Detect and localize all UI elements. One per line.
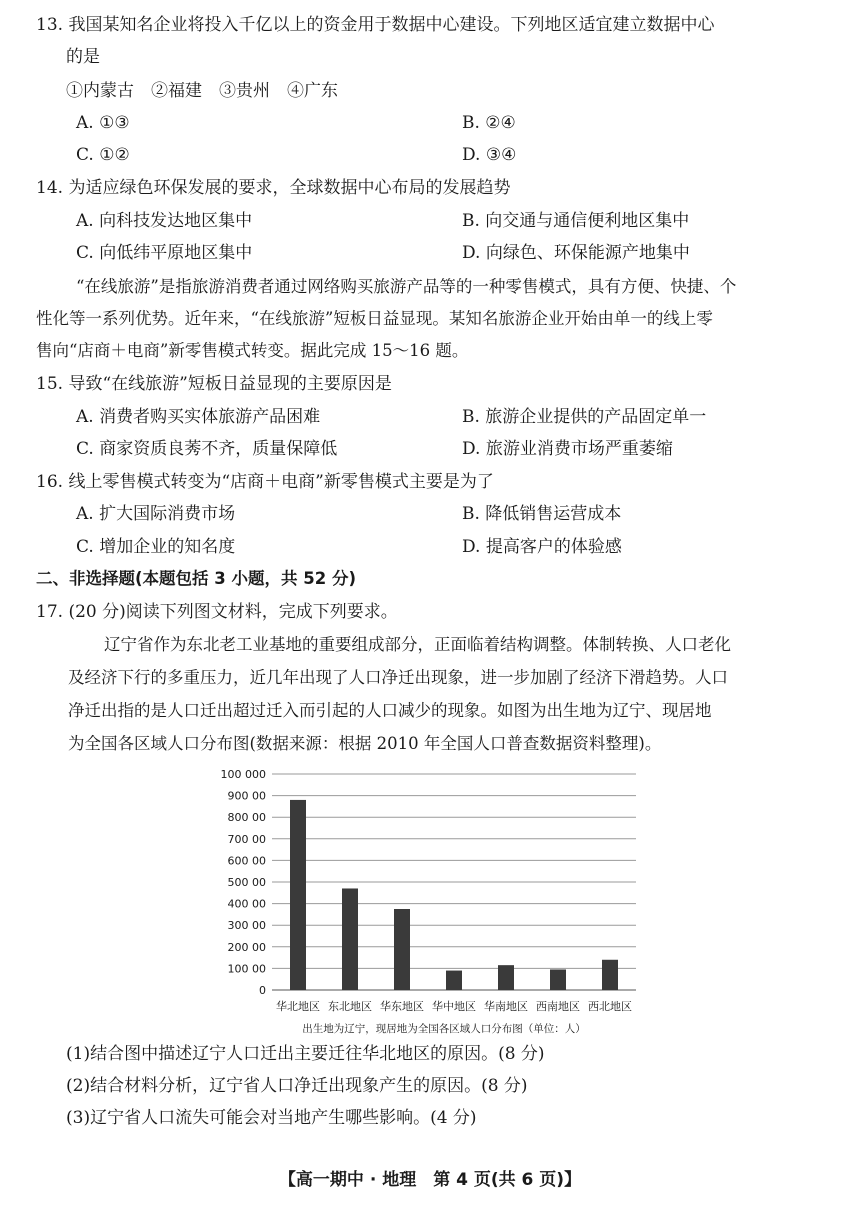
q16-option-c[interactable]: C. 增加企业的知名度	[76, 537, 236, 557]
q17-stem: 17. (20 分)阅读下列图文材料，完成下列要求。	[36, 602, 398, 622]
q17-para-line4: 为全国各区域人口分布图(数据来源：根据 2010 年全国人口普查数据资料整理)。	[68, 734, 662, 753]
chart-title: 出生地为辽宁，现居地为全国各区域人口分布图（单位：人）	[302, 1023, 586, 1035]
bar	[602, 960, 618, 990]
population-bar-chart	[210, 762, 650, 1042]
bar	[394, 909, 410, 990]
x-tick-label: 西南地区	[536, 1000, 580, 1013]
q17-sub3: (3)辽宁省人口流失可能会对当地产生哪些影响。(4 分)	[66, 1108, 477, 1128]
y-tick-label: 100 00	[227, 962, 266, 976]
y-tick-label: 500 00	[227, 876, 266, 889]
q14-option-d[interactable]: D. 向绿色、环保能源产地集中	[462, 243, 690, 263]
q16-option-b[interactable]: B. 降低销售运营成本	[462, 504, 622, 524]
x-tick-label: 华北地区	[276, 1000, 320, 1013]
q13-option-c[interactable]: C. ①②	[76, 145, 130, 165]
y-tick-label: 100 000	[220, 768, 266, 781]
q14-option-b[interactable]: B. 向交通与通信便利地区集中	[462, 211, 690, 231]
bar	[446, 971, 462, 990]
q14-stem: 14. 为适应绿色环保发展的要求，全球数据中心布局的发展趋势	[36, 178, 511, 198]
q17-sub1: (1)结合图中描述辽宁人口迁出主要迁往华北地区的原因。(8 分)	[66, 1044, 545, 1064]
x-tick-label: 华东地区	[380, 1000, 424, 1013]
chart-svg	[210, 762, 650, 1042]
x-tick-label: 东北地区	[328, 1000, 372, 1013]
q16-stem: 16. 线上零售模式转变为“店商＋电商”新零售模式主要是为了	[36, 472, 494, 492]
bar	[342, 888, 358, 990]
y-tick-label: 0	[259, 984, 266, 997]
section-heading: 二、非选择题(本题包括 3 小题，共 52 分)	[36, 569, 357, 588]
y-tick-label: 800 00	[227, 811, 266, 825]
q14-option-a[interactable]: A. 向科技发达地区集中	[76, 211, 253, 231]
q13-option-d[interactable]: D. ③④	[462, 145, 517, 165]
q13-items: ①内蒙古 ②福建 ③贵州 ④广东	[66, 81, 338, 101]
x-tick-label: 西北地区	[588, 1000, 632, 1013]
bar	[498, 965, 514, 990]
x-tick-label: 华中地区	[432, 1000, 476, 1013]
q13-stem-line2: 的是	[66, 47, 100, 67]
q17-para-line1: 辽宁省作为东北老工业基地的重要组成部分，正面临着结构调整。体制转换、人口老化	[104, 635, 731, 654]
q17-para-line2: 及经济下行的多重压力，近几年出现了人口净迁出现象，进一步加剧了经济下滑趋势。人口	[68, 668, 728, 687]
y-tick-label: 700 00	[227, 832, 266, 846]
bar	[550, 969, 566, 990]
bar	[290, 800, 306, 990]
q16-option-a[interactable]: A. 扩大国际消费市场	[76, 504, 236, 524]
q14-option-c[interactable]: C. 向低纬平原地区集中	[76, 243, 253, 263]
passage1-line2: 性化等一系列优势。近年来，“在线旅游”短板日益显现。某知名旅游企业开始由单一的线上零	[36, 309, 713, 328]
x-tick-label: 华南地区	[484, 1000, 528, 1013]
q17-sub2: (2)结合材料分析，辽宁省人口净迁出现象产生的原因。(8 分)	[66, 1076, 528, 1096]
q17-para-line3: 净迁出指的是人口迁出超过迁入而引起的人口减少的现象。如图为出生地为辽宁、现居地	[68, 701, 712, 720]
passage1-line1: “在线旅游”是指旅游消费者通过网络购买旅游产品等的一种零售模式，具有方便、快捷、个	[76, 277, 737, 296]
page-footer: 【高一期中 · 地理 第 4 页(共 6 页)】	[278, 1170, 582, 1190]
q15-option-b[interactable]: B. 旅游企业提供的产品固定单一	[462, 407, 707, 427]
y-tick-label: 900 00	[227, 789, 266, 803]
q15-option-a[interactable]: A. 消费者购买实体旅游产品困难	[76, 407, 321, 427]
y-tick-label: 600 00	[227, 854, 266, 868]
q15-option-c[interactable]: C. 商家资质良莠不齐，质量保障低	[76, 439, 338, 459]
y-tick-label: 400 00	[227, 897, 266, 911]
q13-stem-line1: 13. 我国某知名企业将投入千亿以上的资金用于数据中心建设。下列地区适宜建立数据中心	[36, 15, 715, 35]
q13-option-a[interactable]: A. ①③	[76, 113, 130, 133]
q16-option-d[interactable]: D. 提高客户的体验感	[462, 537, 622, 557]
y-tick-label: 300 00	[227, 919, 266, 933]
q15-option-d[interactable]: D. 旅游业消费市场严重萎缩	[462, 439, 673, 459]
y-tick-label: 200 00	[227, 940, 266, 954]
q13-option-b[interactable]: B. ②④	[462, 113, 516, 133]
q15-stem: 15. 导致“在线旅游”短板日益显现的主要原因是	[36, 374, 392, 394]
passage1-line3: 售向“店商＋电商”新零售模式转变。据此完成 15～16 题。	[36, 341, 469, 360]
